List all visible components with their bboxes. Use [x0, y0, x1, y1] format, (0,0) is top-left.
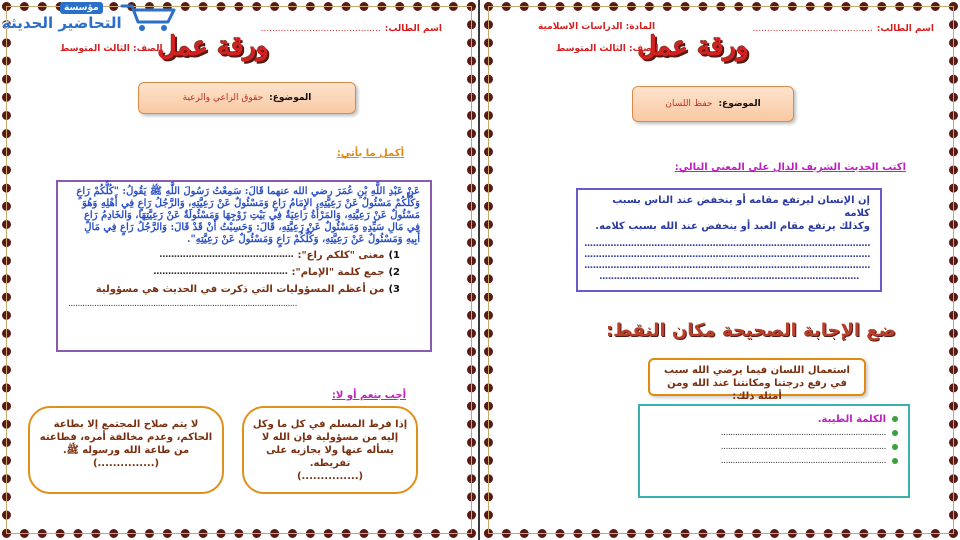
answer-row — [650, 426, 898, 440]
student-name-dots: .......................................... — [752, 24, 873, 34]
answer-line[interactable]: .................................................................................................. — [583, 250, 870, 260]
bullet-icon — [892, 416, 898, 422]
answer-blank[interactable]: .............................................. — [159, 250, 294, 260]
logo-main-text: التحاضير الحديثة — [2, 14, 122, 32]
logo-top-text: مؤسسة — [60, 2, 103, 14]
question-text: جمع كلمة "الإمام": — [291, 267, 385, 278]
answers-box — [638, 404, 910, 498]
meaning-line-1: إن الإنسان ليرتفع مقامه أو ينخفض عند الناس بسبب كلامه — [612, 195, 870, 219]
answer-row — [650, 440, 898, 454]
hadith-section — [56, 180, 432, 352]
bullet-icon — [892, 458, 898, 464]
worksheet-page-right — [484, 2, 958, 538]
topic-label: الموضوع: — [269, 93, 312, 103]
meaning-box — [576, 188, 882, 292]
sheet-title: ورقة عمل — [638, 32, 749, 62]
question-2 — [68, 267, 400, 278]
answer-line[interactable]: .................................................................................................. — [583, 239, 870, 249]
statement-blank[interactable]: (...............) — [92, 458, 160, 469]
topic-box — [632, 86, 794, 122]
student-name-label: اسم الطالب: — [384, 24, 442, 34]
student-name-field — [753, 24, 934, 34]
page-divider — [478, 0, 480, 540]
question-text: معنى "كلكم راع": — [297, 250, 385, 261]
question-number: 1) — [388, 250, 400, 261]
publisher-logo — [2, 2, 182, 36]
question-number: 3) — [388, 284, 400, 295]
topic-value: حقوق الراعي والرعية — [182, 93, 264, 103]
instruction-yes-no: أجب بنعم أو لا: — [331, 390, 406, 401]
answer-blank[interactable]: ...................................................................... — [720, 442, 886, 452]
answer-line[interactable]: .................................................................................................. — [583, 261, 870, 271]
bullet-icon — [892, 430, 898, 436]
grade-label: الصف: الثالث المتوسط — [60, 44, 163, 54]
worksheet-page-left — [2, 2, 476, 538]
answer-blank[interactable]: ...................................................................... — [720, 456, 886, 466]
answer-blank[interactable]: .............................................. — [153, 267, 288, 277]
topic-label: الموضوع: — [718, 99, 761, 109]
question-3 — [68, 284, 400, 295]
shopping-cart-icon — [120, 2, 180, 32]
hadith-text: عَنْ عَبْدِ اللَّهِ بْنِ عُمَرَ رضي الله عنهما قَالَ: سَمِعْتُ رَسُولَ اللَّهِ ﷺ يَقُولُ: "كُلُّكُمْ رَاعٍ وَكُلُّكُمْ مَسْئُولٌ عَنْ رَعِيَّتِهِ، الإِمَامُ رَاعٍ وَمَسْئُولٌ عَنْ رَعِيَّتِهِ، وَالرَّجُلُ رَاعٍ فِي أَهْلِهِ وَهُوَ مَسْئُولٌ عَنْ رَعِيَّتِهِ، وَالمَرْأَةُ رَاعِيَةٌ فِي بَيْتِ زَوْجِهَا وَمَسْئُولَةٌ عَنْ رَعِيَّتِهَا، وَالخَادِمُ رَاعٍ فِي مَالِ سَيِّدِهِ وَمَسْئُولٌ عَنْ رَعِيَّتِهِ، قَالَ: وَحَسِبْتُ أَنْ قَدْ قَالَ: وَالرَّجُلُ رَاعٍ فِي مَالِ أَبِيهِ وَمَسْئُولٌ عَنْ رَعِيَّتِهِ، وَكُلُّكُمْ رَاعٍ وَمَسْئُولٌ عَنْ رَعِيَّتِهِ". — [58, 182, 430, 248]
statement-blank[interactable]: (...............) — [296, 471, 364, 482]
answer-line[interactable]: ......................................................................................... — [599, 272, 859, 282]
topic-box — [138, 82, 356, 114]
answer-example: الكلمة الطيبة. — [817, 413, 886, 425]
grade-label: الصف: الثالث المتوسط — [556, 44, 659, 54]
statement-card-1 — [242, 406, 418, 494]
answer-row — [650, 454, 898, 468]
statement-text: إذا فرط المسلم في كل ما وكل إليه من مسؤولية فإن الله لا يسأله عنها ولا يجازيه على تفريطه. — [252, 419, 408, 469]
instruction-complete: أكمل ما يأتي: — [336, 148, 404, 159]
question-number: 2) — [388, 267, 400, 278]
answer-blank[interactable]: ...................................................................... — [720, 428, 886, 438]
question-text: من أعظم المسؤوليات التي ذكرت في الحديث هي مسؤولية — [95, 284, 385, 295]
statement-text: لا يتم صلاح المجتمع إلا بطاعة الحاكم، وعدم مخالفة أمره، فطاعته من طاعة الله ورسوله ﷺ. — [39, 419, 213, 456]
fill-question-box: استعمال اللسان فيما يرضي الله سبب في رفع درجتنا ومكانتنا عند الله ومن أمثلة ذلك: — [648, 358, 866, 396]
student-name-label: اسم الطالب: — [876, 24, 934, 34]
fill-heading: ضع الإجابة الصحيحة مكان النقط: — [605, 320, 896, 341]
bullet-icon — [892, 444, 898, 450]
answer-blank[interactable]: ................................................................................................. — [68, 299, 298, 309]
sheet-title: ورقة عمل — [158, 32, 269, 62]
question-1 — [68, 250, 400, 261]
topic-value: حفظ اللسان — [665, 99, 713, 109]
meaning-line-2: وكذلك يرتفع مقام العبد أو ينخفض عند الله بسبب كلامه. — [595, 221, 870, 232]
subject-label: المادة: الدراسات الاسلامية — [538, 22, 656, 32]
statement-card-2 — [28, 406, 224, 494]
instruction-write-hadith: اكتب الحديث الشريف الدال على المعنى التالي: — [674, 162, 906, 173]
student-name-field — [261, 24, 442, 34]
student-name-dots: .......................................... — [260, 24, 381, 34]
answer-row — [650, 412, 898, 426]
